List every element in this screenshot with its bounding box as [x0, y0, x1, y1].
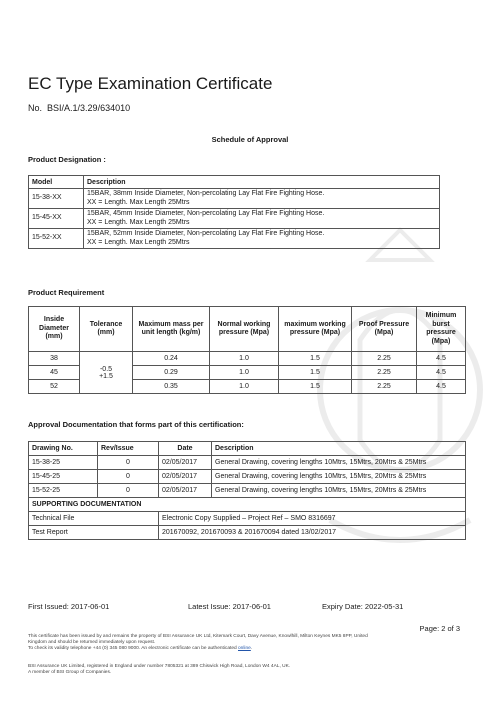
product-designation-table	[28, 175, 440, 249]
company-line: BSI Assurance UK Limited, registered in England under number 7805321 at 389 Chiswick High Road, London W4 4AL, UK.	[28, 664, 291, 669]
mass-cell: 0.29	[133, 366, 210, 380]
supporting-documentation-heading: SUPPORTING DOCUMENTATION	[29, 498, 466, 512]
supporting-value-cell: Electronic Copy Supplied – Project Ref – SMO 8316697	[159, 512, 466, 526]
description-cell: General Drawing, covering lengths 10Mtrs, 15Mtrs, 20Mtrs & 25Mtrs	[212, 456, 466, 470]
column-header: Description	[212, 442, 466, 456]
normal-pressure-cell: 1.0	[210, 352, 279, 366]
column-header: Drawing No.	[29, 442, 98, 456]
product-designation-heading: Product Designation :	[28, 155, 106, 164]
expiry-date: Expiry Date: 2022-05-31	[322, 602, 404, 611]
diameter-cell: 45	[29, 366, 80, 380]
description-cell	[84, 189, 440, 209]
column-header: Proof Pressure (Mpa)	[352, 307, 417, 352]
latest-issue-date: Latest Issue: 2017-06-01	[188, 602, 271, 611]
column-header: Normal working pressure (Mpa)	[210, 307, 279, 352]
supporting-label-cell: Technical File	[29, 512, 159, 526]
table-row	[29, 484, 466, 498]
column-header: Model	[29, 176, 84, 189]
mass-cell: 0.35	[133, 380, 210, 394]
burst-pressure-cell: 4.5	[417, 352, 466, 366]
table-row	[29, 229, 440, 249]
schedule-title: Schedule of Approval	[211, 135, 289, 144]
date-cell: 02/05/2017	[159, 456, 212, 470]
description-cell	[84, 229, 440, 249]
description-line: 15BAR, 52mm Inside Diameter, Non-percolating Lay Flat Fire Fighting Hose.	[87, 230, 325, 237]
tolerance-plus: +1.5	[99, 372, 113, 380]
certificate-number-value: BSI/A.1/3.29/634010	[47, 103, 131, 113]
certificate-number-label: No.	[28, 103, 43, 113]
table-row	[29, 470, 466, 484]
table-row	[29, 352, 466, 366]
company-info-text	[28, 664, 473, 676]
supporting-documentation-row	[29, 498, 466, 512]
column-header: Maximum mass per unit length (kg/m)	[133, 307, 210, 352]
proof-pressure-cell: 2.25	[352, 352, 417, 366]
supporting-value-cell: 201670092, 201670093 & 201670094 dated 13/02/2017	[159, 526, 466, 540]
proof-pressure-cell: 2.25	[352, 366, 417, 380]
disclaimer-line: To check its validity telephone +44 (0) 345 080 9000. An electronic certificate can be authenticated	[28, 646, 237, 651]
table-row	[29, 526, 466, 540]
disclaimer-text: This certificate has been issued by and remains the property of BSI Assurance UK Ltd, Kitemark Court, Davy Avenue, Knowlhill, Milton Keynes MK5 8PP, United Kingdom and should be returned immediately upon request. To check its validity telephone +44 (0) 345 080 9000. An electronic certificate can be authenticated online.	[28, 634, 368, 651]
table-row	[29, 189, 440, 209]
column-header: Tolerance (mm)	[80, 307, 133, 352]
tolerance-cell	[80, 352, 133, 394]
first-issued-date: First Issued: 2017-06-01	[28, 602, 110, 611]
approval-documentation-heading: Approval Documentation that forms part of this certification:	[28, 420, 244, 429]
drawing-number-cell: 15-45-25	[29, 470, 98, 484]
column-header: maximum working pressure (Mpa)	[279, 307, 352, 352]
tolerance-minus: -0.5	[99, 365, 113, 373]
column-header: Rev/Issue	[98, 442, 159, 456]
date-cell: 02/05/2017	[159, 470, 212, 484]
disclaimer-line: Kingdom and should be returned immediately upon request.	[28, 640, 156, 645]
table-row	[29, 209, 440, 229]
product-requirement-heading: Product Requirement	[28, 288, 105, 297]
description-line: XX = Length. Max Length 25Mtrs	[87, 238, 190, 246]
description-line: XX = Length. Max Length 25Mtrs	[87, 198, 190, 206]
description-line: 15BAR, 38mm Inside Diameter, Non-percolating Lay Flat Fire Fighting Hose.	[87, 190, 325, 197]
certificate-title: EC Type Examination Certificate	[28, 74, 273, 93]
column-header: Minimum burst pressure (Mpa)	[417, 307, 466, 352]
revision-cell: 0	[98, 484, 159, 498]
table-row	[29, 456, 466, 470]
mass-cell: 0.24	[133, 352, 210, 366]
table-row	[29, 512, 466, 526]
description-line: 15BAR, 45mm Inside Diameter, Non-percolating Lay Flat Fire Fighting Hose.	[87, 210, 325, 217]
proof-pressure-cell: 2.25	[352, 380, 417, 394]
company-line: A member of BSI Group of Companies.	[28, 670, 112, 675]
online-authentication-link[interactable]: online	[238, 646, 251, 651]
table-header-row	[29, 307, 466, 352]
max-pressure-cell: 1.5	[279, 380, 352, 394]
burst-pressure-cell: 4.5	[417, 380, 466, 394]
product-requirement-table	[28, 306, 466, 394]
diameter-cell: 52	[29, 380, 80, 394]
column-header: Date	[159, 442, 212, 456]
approval-documentation-table	[28, 441, 466, 540]
normal-pressure-cell: 1.0	[210, 380, 279, 394]
column-header: Inside Diameter (mm)	[29, 307, 80, 352]
diameter-cell: 38	[29, 352, 80, 366]
max-pressure-cell: 1.5	[279, 352, 352, 366]
max-pressure-cell: 1.5	[279, 366, 352, 380]
drawing-number-cell: 15-38-25	[29, 456, 98, 470]
certificate-number	[28, 103, 130, 113]
revision-cell: 0	[98, 470, 159, 484]
table-header-row	[29, 176, 440, 189]
description-cell: General Drawing, covering lengths 10Mtrs, 15Mtrs, 20Mtrs & 25Mtrs	[212, 470, 466, 484]
model-cell: 15-45-XX	[29, 209, 84, 229]
description-cell	[84, 209, 440, 229]
disclaimer-line: This certificate has been issued by and remains the property of BSI Assurance UK Ltd, Kitemark Court, Davy Avenue, Knowlhill, Milton Keynes MK5 8PP, United	[28, 634, 368, 639]
description-cell: General Drawing, covering lengths 10Mtrs, 15Mtrs, 20Mtrs & 25Mtrs	[212, 484, 466, 498]
description-line: XX = Length. Max Length 25Mtrs	[87, 218, 190, 226]
normal-pressure-cell: 1.0	[210, 366, 279, 380]
revision-cell: 0	[98, 456, 159, 470]
page-number: Page: 2 of 3	[419, 624, 460, 633]
table-header-row	[29, 442, 466, 456]
date-cell: 02/05/2017	[159, 484, 212, 498]
burst-pressure-cell: 4.5	[417, 366, 466, 380]
supporting-label-cell: Test Report	[29, 526, 159, 540]
model-cell: 15-38-XX	[29, 189, 84, 209]
column-header: Description	[84, 176, 440, 189]
drawing-number-cell: 15-52-25	[29, 484, 98, 498]
model-cell: 15-52-XX	[29, 229, 84, 249]
